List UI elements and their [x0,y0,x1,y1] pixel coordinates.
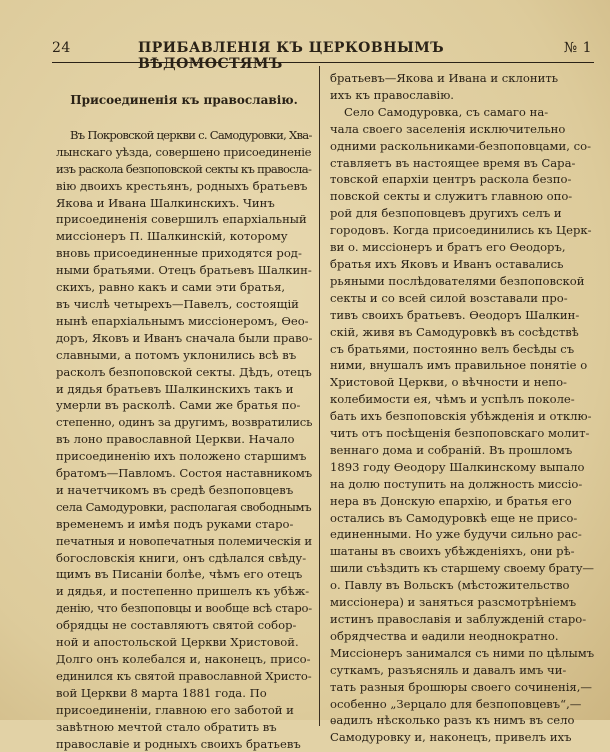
text-line: братомъ—Павломъ. Состоя наставникомъ [56,466,312,481]
text-line: братья ихъ Яковъ и Иванъ оставались [330,256,564,271]
text-line: одними раскольниками-безпоповцами, со- [330,138,591,153]
text-line: и начетчикомъ въ средѣ безпоповцевъ [56,482,294,497]
text-line: умерли въ расколѣ. Сами же братья по- [56,398,301,413]
text-line: секты и со всей силой возставали про- [330,290,568,305]
text-line: повской секты и служитъ главною опо- [330,189,573,204]
text-line: ними, внушалъ имъ правильное понятіе о [330,358,588,373]
text-line: шатаны въ своихъ убѣжденіяхъ, они рѣ- [330,544,575,559]
text-line: рой для безпоповцевъ другихъ селъ и [330,206,562,221]
header-rule [52,62,594,63]
text-line: расколъ безпоповской секты. Дѣдъ, отецъ [56,364,312,379]
text-line: села Самодуровки, располагая свободнымъ [56,499,312,514]
text-line: и дядья, и постепенно пришелъ къ убѣж- [56,584,310,599]
text-line: городовъ. Когда присоединились къ Церк- [330,223,592,238]
text-line: ѳадилъ нѣсколько разъ къ нимъ въ село [330,713,575,728]
text-line: тивъ своихъ братьевъ. Ѳеодоръ Шалкин- [330,307,580,322]
text-line: временемъ и имѣя подъ руками старо- [56,516,294,531]
text-line: лынскаго уѣзда, совершено присоединеніе [56,144,312,159]
text-line: чить отъ посѣщенія безпоповскаго молит- [330,426,590,441]
text-line: денію, что безпоповцы и вообще всѣ старо- [56,601,312,616]
text-line: миссіонеръ П. Шалкинскій, которому [56,229,288,244]
text-line: рьяными послѣдователями безпоповской [330,273,585,288]
text-line: Якова и Ивана Шалкинскихъ. Чинъ [56,195,275,210]
text-line: Село Самодуровка, съ самаго на- [344,104,549,119]
text-line: колебимости ея, чѣмъ и успѣлъ поколе- [330,392,575,407]
text-line: ставляетъ въ настоящее время въ Сара- [330,155,576,170]
text-line: бать ихъ безпоповскія убѣжденія и отклю- [330,409,592,424]
left-column [56,70,312,752]
text-line: Христовой Церкви, о вѣчности и непо- [330,375,567,390]
text-line: нынѣ епархіальнымъ миссіонеромъ, Ѳео- [56,313,309,328]
text-line: присоединенія совершилъ епархіальный [56,212,307,227]
column-divider [319,66,320,726]
text-line: суткамъ, разъясняль и давалъ имъ чи- [330,662,567,677]
text-line: скихъ, равно какъ и сами эти братья, [56,280,286,295]
text-line: славными, а потомъ уклонились всѣ въ [56,347,297,362]
page-number: 24 [52,40,71,56]
text-line: ными братьями. Отецъ братьевъ Шалкин- [56,263,312,278]
text-line: Самодуровку и, наконецъ, привелъ ихъ [330,730,572,745]
text-line: богословскія книги, онъ сдѣлался свѣду- [56,550,307,565]
text-line: присоединенію ихъ положено старшимъ [56,449,307,464]
text-line: на долю поступить на должность миссіо- [330,476,583,491]
text-line: вновь присоединенные приходятся род- [56,246,302,261]
text-line: щимъ въ Писаніи болѣе, чѣмъ его отецъ [56,567,303,582]
text-line: шили съѣздить къ старшему своему брату— [330,561,594,576]
text-line: вой Церкви 8 марта 1881 года. По [56,685,267,700]
text-line: нера въ Донскую епархію, и братья его [330,493,572,508]
text-line: доръ, Яковъ и Иванъ сначала были право- [56,330,312,345]
text-line: и дядья братьевъ Шалкинскихъ такъ и [56,381,294,396]
text-line: Долго онъ колебался и, наконецъ, присо- [56,652,311,666]
text-line: присоединеніи, главною его заботой и [56,702,294,717]
running-title: ПРИБАВЛЕНІЯ КЪ ЦЕРКОВНЫМЪ ВѢДОМОСТЯМЪ [138,40,445,72]
text-line: Миссіонеръ занимался съ ними по цѣлымъ [330,645,594,660]
text-line: 1893 году Ѳеодору Шалкинскому выпало [330,459,585,474]
text-line: особенно „Зерцало для безпоповцевъ“,— [330,696,582,711]
text-line: миссіонера) и заняться разсмотрѣніемъ [330,595,577,610]
text-line: ной и апостольской Церкви Христовой. [56,635,299,650]
section-title: Присоединенія къ православію. [70,93,298,107]
right-column [330,70,594,746]
left-column-text [56,127,312,752]
text-line: веннаго дома и собраній. Въ прошломъ [330,442,573,457]
text-line: товской епархіи центръ раскола безпо- [330,172,572,187]
text-line: скій, живя въ Самодуровкѣ въ сосѣдствѣ [330,324,579,339]
text-line: православіе и родныхъ своихъ братьевъ [56,736,301,751]
text-line: ихъ къ православію. [330,87,454,102]
text-line: печатныя и новопечатныя полемическія и [56,533,312,548]
text-line: ви о. миссіонеръ и братъ его Ѳеодоръ, [330,240,566,255]
text-line: остались въ Самодуровкѣ еще не присо- [330,510,578,525]
text-line: обрядчества и ѳадили неоднократно. [330,628,559,643]
text-line: единенными. Но уже будучи сильно рас- [330,527,582,542]
text-line: завѣтною мечтой стало обратить въ [56,719,277,734]
issue-number: № 1 [563,40,592,56]
text-line: чала своего заселенія исключительно [330,121,566,136]
text-line: тать разныя брошюры своего сочиненія,— [330,679,593,694]
text-line: степенно, одинъ за другимъ, возвратились [56,415,312,430]
text-line: обрядцы не составляютъ святой собор- [56,618,297,633]
text-line: вію двоихъ крестьянъ, родныхъ братьевъ [56,178,308,193]
text-line: братьевъ—Якова и Ивана и склонить [330,71,559,85]
text-line: единился къ святой православной Христо- [56,668,312,683]
text-line: въ числѣ четырехъ—Павелъ, состоящій [56,296,299,311]
page-header [52,38,592,72]
right-column-text [330,70,594,746]
text-line: въ лоно православной Церкви. Начало [56,432,295,447]
text-line: Въ Покровской церкви с. Самодуровки, Хва- [70,127,312,142]
text-line: съ братьями, постоянно велъ бесѣды съ [330,341,575,356]
text-line: изъ раскола безпоповской секты къ правосла- [56,161,312,176]
text-line: истинъ православія и заблужденій старо- [330,612,587,626]
text-line: о. Павлу въ Вольскъ (мѣстожительство [330,578,570,593]
